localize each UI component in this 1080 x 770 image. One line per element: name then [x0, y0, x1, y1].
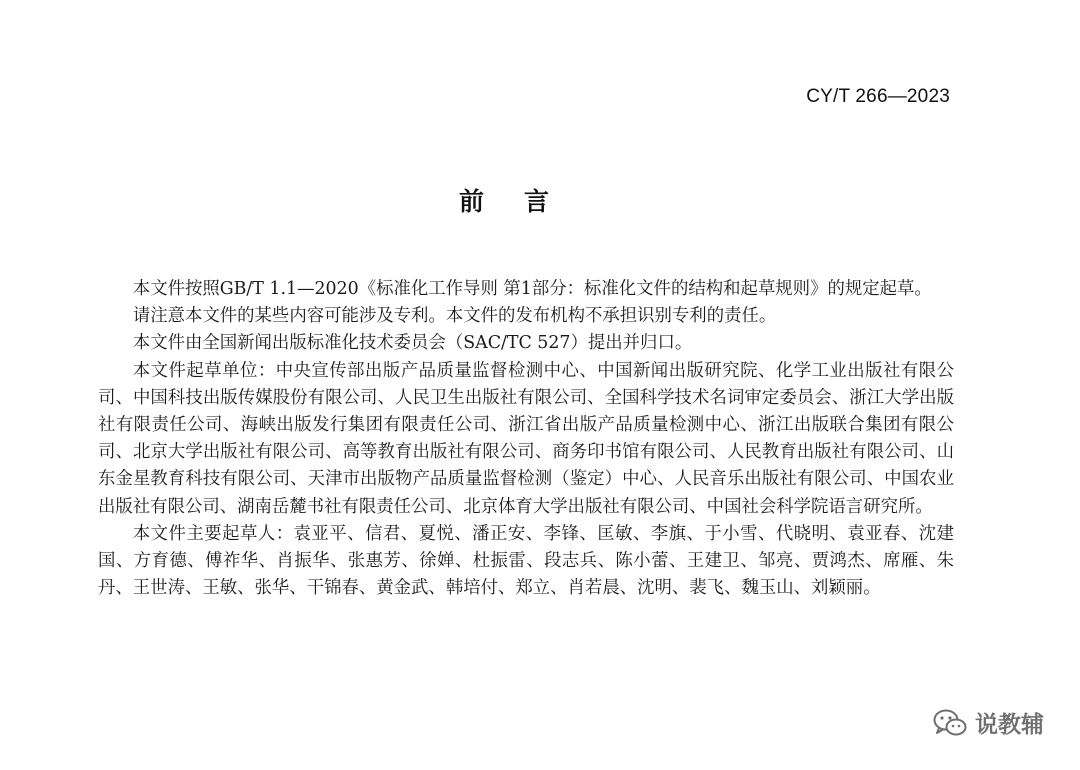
paragraph-drafting-rules: 本文件按照GB/T 1.1—2020《标准化工作导则 第1部分：标准化文件的结构和起草规则》的规定起草。: [132, 279, 932, 299]
wechat-icon: [933, 709, 967, 737]
paragraph-drafting-units: 本文件起草单位：中央宣传部出版产品质量监督检测中心、中国新闻出版研究院、化学工业出版社有限公司、中国科技出版传媒股份有限公司、人民卫生出版社有限公司、全国科学技术名词审定委员会、浙江大学出版社有限责任公司、海峡出版发行集团有限责任公司、浙江省出版产品质量检测中心、浙江出版联合集团有限公司、北京大学出版社有限公司、高等教育出版社有限公司、商务印书馆有限公司、人民教育出版社有限公司、山东金星教育科技有限公司、天津市出版物产品质量监督检测（鉴定）中心、人民音乐出版社有限公司、中国农业出版社有限公司、湖南岳麓书社有限责任公司、北京体育大学出版社有限公司、中国社会科学院语言研究所。: [98, 360, 954, 517]
watermark-text: 说教辅: [975, 712, 1044, 738]
paragraph-drafters: 本文件主要起草人：袁亚平、信君、夏悦、潘正安、李锋、匡敏、李旗、于小雪、代晓明、袁亚春、沈建国、方育德、傅祚华、肖振华、张惠芳、徐婵、杜振雷、段志兵、陈小蕾、王建卫、邹亮、贾鸿杰、席雁、朱丹、王世涛、王敏、张华、干锦春、黄金武、韩培付、郑立、肖若晨、沈明、裴飞、魏玉山、刘颖丽。: [98, 523, 954, 599]
paragraph-proposer: 本文件由全国新闻出版标准化技术委员会（SAC/TC 527）提出并归口。: [132, 333, 693, 354]
watermark: [933, 706, 1044, 739]
standard-code: CY/T 266—2023: [806, 86, 950, 107]
document-body: [98, 276, 954, 602]
paragraph-patent-notice: 请注意本文件的某些内容可能涉及专利。本文件的发布机构不承担识别专利的责任。: [132, 306, 777, 327]
page-title: 前言: [458, 187, 589, 216]
